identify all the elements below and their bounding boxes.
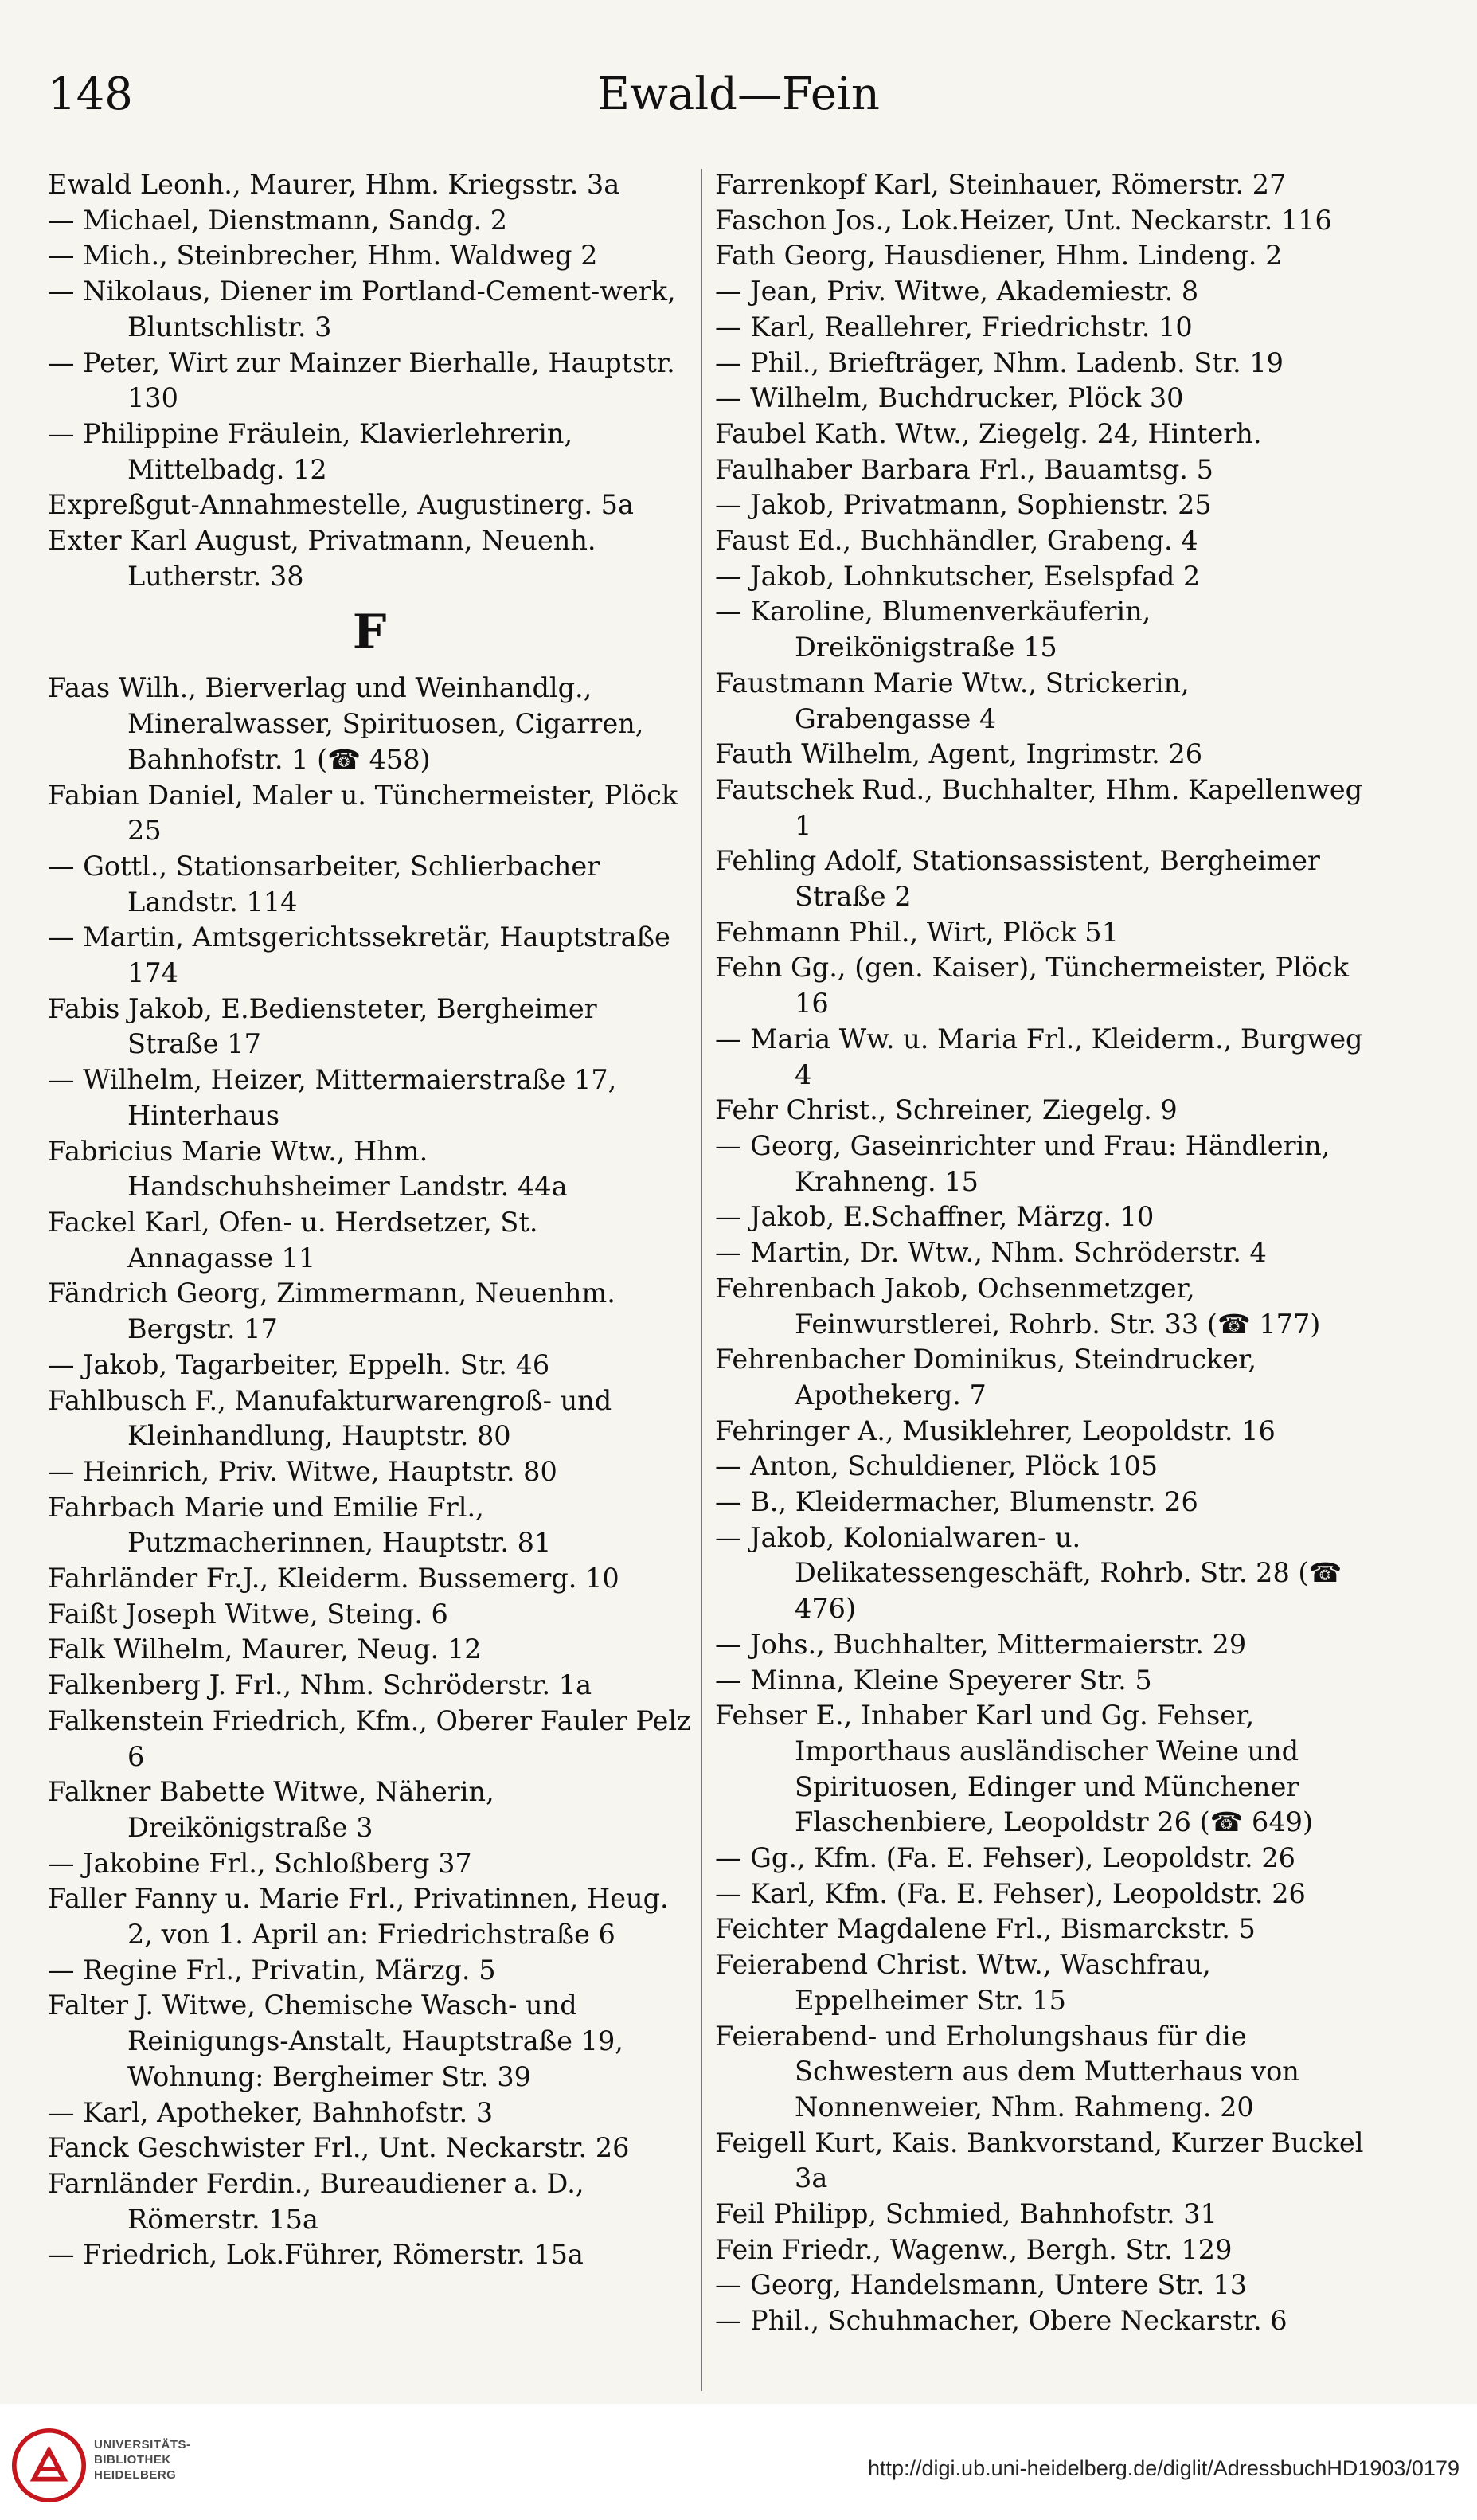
- directory-entry: — Phil., Briefträger, Nhm. Ladenb. Str. 19: [715, 346, 1284, 378]
- directory-entry: Fautschek Rud., Buchhalter, Hhm. Kapellenweg 1: [715, 773, 1363, 841]
- directory-entry: — Karl, Apotheker, Bahnhofstr. 3: [48, 2096, 494, 2128]
- directory-entry: Fahrbach Marie und Emilie Frl., Putzmacherinnen, Hauptstr. 81: [48, 1491, 552, 1559]
- directory-entry: Expreßgut-Annahmestelle, Augustinerg. 5a: [48, 489, 634, 521]
- directory-entry: Fauth Wilhelm, Agent, Ingrimstr. 26: [715, 738, 1203, 770]
- directory-entry: — Karl, Kfm. (Fa. E. Fehser), Leopoldstr. 26: [715, 1877, 1306, 1909]
- directory-entry: — Maria Ww. u. Maria Frl., Kleiderm., Burgweg 4: [715, 1023, 1363, 1090]
- directory-entry: Fehling Adolf, Stationsassistent, Bergheimer Straße 2: [715, 845, 1320, 913]
- directory-entry: Faust Ed., Buchhändler, Grabeng. 4: [715, 525, 1198, 557]
- directory-entry: — Jakob, Kolonialwaren- u. Delikatessengeschäft, Rohrb. Str. 28 (☎ 476): [715, 1521, 1342, 1625]
- directory-entry: Falkner Babette Witwe, Näherin, Dreikönigstraße 3: [48, 1776, 494, 1843]
- page-header: [48, 61, 1429, 132]
- directory-entry: — Philippine Fräulein, Klavierlehrerin, Mittelbadg. 12: [48, 417, 573, 485]
- directory-entry: Fabis Jakob, E.Bediensteter, Bergheimer Straße 17: [48, 992, 597, 1060]
- right-entries: [715, 167, 1368, 2339]
- directory-entry: — Karl, Reallehrer, Friedrichstr. 10: [715, 311, 1193, 342]
- directory-entry: — Georg, Handelsmann, Untere Str. 13: [715, 2269, 1248, 2301]
- directory-entry: Fahrländer Fr.J., Kleiderm. Bussemerg. 10: [48, 1563, 619, 1595]
- directory-entry: — Jakob, Tagarbeiter, Eppelh. Str. 46: [48, 1348, 550, 1380]
- directory-entry: — Nikolaus, Diener im Portland-Cement-werk, Bluntschlistr. 3: [48, 276, 676, 342]
- directory-entry: Farnländer Ferdin., Bureaudiener a. D., Römerstr. 15a: [48, 2167, 584, 2235]
- directory-entry: — Karoline, Blumenverkäuferin, Dreikönigstraße 15: [715, 596, 1151, 663]
- directory-entry: Fahlbusch F., Manufakturwarengroß- und Kleinhandlung, Hauptstr. 80: [48, 1384, 612, 1452]
- directory-entry: Faustmann Marie Wtw., Strickerin, Grabengasse 4: [715, 667, 1190, 734]
- left-entries-before: [48, 167, 691, 594]
- institution-line: BIBLIOTHEK: [94, 2453, 171, 2467]
- directory-entry: — Jakob, Lohnkutscher, Eselspfad 2: [715, 560, 1201, 592]
- directory-entry: Feierabend Christ. Wtw., Waschfrau, Eppelheimer Str. 15: [715, 1949, 1211, 2016]
- directory-entry: Faulhaber Barbara Frl., Bauamtsg. 5: [715, 453, 1213, 485]
- directory-entry: Ewald Leonh., Maurer, Hhm. Kriegsstr. 3a: [48, 169, 620, 200]
- directory-entry: Falkenstein Friedrich, Kfm., Oberer Fauler Pelz 6: [48, 1704, 691, 1772]
- directory-entry: Feigell Kurt, Kais. Bankvorstand, Kurzer Buckel 3a: [715, 2127, 1364, 2194]
- directory-entry: — Martin, Amtsgerichtssekretär, Hauptstraße 174: [48, 922, 670, 989]
- directory-entry: Feichter Magdalene Frl., Bismarckstr. 5: [715, 1913, 1256, 1945]
- footer-bar: [0, 2404, 1477, 2520]
- directory-entry: — Jakob, Privatmann, Sophienstr. 25: [715, 489, 1212, 521]
- directory-entry: — Friedrich, Lok.Führer, Römerstr. 15a: [48, 2239, 584, 2271]
- directory-entry: — Regine Frl., Privatin, Märzg. 5: [48, 1954, 496, 1986]
- directory-entry: — Martin, Dr. Wtw., Nhm. Schröderstr. 4: [715, 1237, 1267, 1269]
- institution-line: UNIVERSITÄTS-: [94, 2438, 191, 2452]
- section-letter: F: [352, 605, 387, 661]
- running-head: Ewald—Fein: [597, 68, 880, 120]
- directory-entry: Falkenberg J. Frl., Nhm. Schröderstr. 1a: [48, 1669, 592, 1701]
- directory-entry: Farrenkopf Karl, Steinhauer, Römerstr. 27: [715, 169, 1287, 200]
- directory-entry: — Heinrich, Priv. Witwe, Hauptstr. 80: [48, 1455, 557, 1487]
- directory-entry: Fehr Christ., Schreiner, Ziegelg. 9: [715, 1094, 1178, 1126]
- directory-entry: — Mich., Steinbrecher, Hhm. Waldweg 2: [48, 240, 598, 272]
- directory-entry: — Georg, Gaseinrichter und Frau: Händlerin, Krahneng. 15: [715, 1129, 1330, 1197]
- page-number: 148: [48, 68, 133, 120]
- directory-entry: Fanck Geschwister Frl., Unt. Neckarstr. 26: [48, 2132, 630, 2164]
- directory-entry: Faller Fanny u. Marie Frl., Privatinnen, Heug. 2, von 1. April an: Friedrichstraße 6: [48, 1883, 669, 1951]
- column-divider: [701, 169, 702, 2391]
- directory-entry: — B., Kleidermacher, Blumenstr. 26: [715, 1486, 1198, 1518]
- directory-entry: — Peter, Wirt zur Mainzer Bierhalle, Hauptstr. 130: [48, 346, 675, 414]
- directory-entry: Falk Wilhelm, Maurer, Neug. 12: [48, 1634, 482, 1665]
- left-entries-after: [48, 671, 691, 2273]
- directory-entry: Fein Friedr., Wagenw., Bergh. Str. 129: [715, 2233, 1233, 2265]
- directory-entry: Faschon Jos., Lok.Heizer, Unt. Neckarstr. 116: [715, 204, 1332, 236]
- directory-entry: — Minna, Kleine Speyerer Str. 5: [715, 1664, 1152, 1696]
- institution-name: [94, 2437, 191, 2483]
- directory-entry: Fabian Daniel, Maler u. Tünchermeister, Plöck 25: [48, 779, 678, 847]
- directory-entry: Falter J. Witwe, Chemische Wasch- und Reinigungs-Anstalt, Hauptstraße 19, Wohnung: Bergheimer Str. 39: [48, 1990, 623, 2092]
- directory-entry: Fändrich Georg, Zimmermann, Neuenhm. Bergstr. 17: [48, 1278, 615, 1345]
- directory-entry: — Jakobine Frl., Schloßberg 37: [48, 1847, 472, 1879]
- ub-heidelberg-logo-icon: [11, 2428, 87, 2503]
- directory-entry: Faas Wilh., Bierverlag und Weinhandlg., Mineralwasser, Spirituosen, Cigarren, Bahnhofstr. 1 (☎ 458): [48, 672, 644, 775]
- directory-entry: Fehringer A., Musiklehrer, Leopoldstr. 16: [715, 1415, 1276, 1446]
- directory-entry: Fehrenbach Jakob, Ochsenmetzger, Feinwurstlerei, Rohrb. Str. 33 (☎ 177): [715, 1272, 1321, 1340]
- right-column: [715, 167, 1368, 2339]
- directory-entry: Fackel Karl, Ofen- u. Herdsetzer, St. Annagasse 11: [48, 1206, 538, 1274]
- directory-entry: Faubel Kath. Wtw., Ziegelg. 24, Hinterh.: [715, 417, 1262, 449]
- directory-entry: — Wilhelm, Heizer, Mittermaierstraße 17, Hinterhaus: [48, 1064, 617, 1131]
- directory-entry: Fabricius Marie Wtw., Hhm. Handschuhsheimer Landstr. 44a: [48, 1135, 568, 1203]
- directory-entry: Fehmann Phil., Wirt, Plöck 51: [715, 916, 1119, 948]
- directory-entry: Faißt Joseph Witwe, Steing. 6: [48, 1598, 448, 1630]
- directory-entry: — Gg., Kfm. (Fa. E. Fehser), Leopoldstr. 26: [715, 1842, 1295, 1874]
- directory-entry: — Phil., Schuhmacher, Obere Neckarstr. 6: [715, 2305, 1287, 2337]
- directory-entry: — Johs., Buchhalter, Mittermaierstr. 29: [715, 1628, 1247, 1660]
- directory-entry: Exter Karl August, Privatmann, Neuenh. Lutherstr. 38: [48, 525, 596, 592]
- directory-entry: Fehser E., Inhaber Karl und Gg. Fehser, Importhaus ausländischer Weine und Spirituosen, Edinger und Münchener Flaschenbiere, Leopoldstr 26 (☎ 649): [715, 1700, 1314, 1838]
- left-column: [48, 167, 691, 2273]
- directory-entry: — Michael, Dienstmann, Sandg. 2: [48, 204, 508, 236]
- directory-entry: Fehrenbacher Dominikus, Steindrucker, Apothekerg. 7: [715, 1344, 1257, 1411]
- directory-entry: Fath Georg, Hausdiener, Hhm. Lindeng. 2: [715, 240, 1283, 272]
- directory-entry: — Gottl., Stationsarbeiter, Schlierbacher Landstr. 114: [48, 850, 600, 918]
- directory-entry: — Jean, Priv. Witwe, Akademiestr. 8: [715, 276, 1199, 307]
- directory-entry: — Jakob, E.Schaffner, Märzg. 10: [715, 1201, 1155, 1233]
- directory-entry: Feil Philipp, Schmied, Bahnhofstr. 31: [715, 2198, 1217, 2230]
- directory-entry: — Wilhelm, Buchdrucker, Plöck 30: [715, 382, 1184, 414]
- institution-line: HEIDELBERG: [94, 2468, 177, 2482]
- directory-entry: Feierabend- und Erholungshaus für die Schwestern aus dem Mutterhaus von Nonnenweier, Nhm. Rahmeng. 20: [715, 2020, 1299, 2123]
- source-url[interactable]: http://digi.ub.uni-heidelberg.de/diglit/AdressbuchHD1903/0179: [867, 2456, 1459, 2480]
- directory-entry: — Anton, Schuldiener, Plöck 105: [715, 1450, 1159, 1482]
- directory-entry: Fehn Gg., (gen. Kaiser), Tünchermeister, Plöck 16: [715, 952, 1350, 1019]
